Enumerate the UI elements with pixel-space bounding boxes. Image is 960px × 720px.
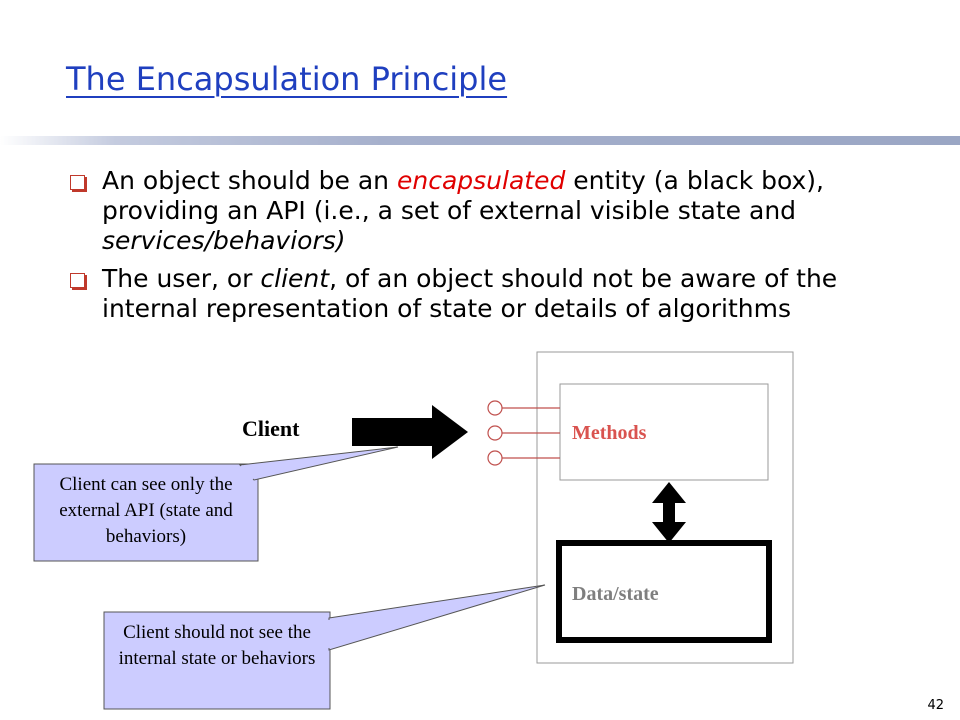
data-state-label: Data/state	[572, 583, 659, 605]
api-interface-icon	[488, 401, 560, 465]
bullet-text-pre: An object should be an	[102, 166, 397, 195]
double-arrow-icon	[652, 482, 686, 543]
bullet-text-pre: The user, or	[102, 264, 261, 293]
callout-api-text: Client can see only the external API (state and behaviors)	[59, 474, 233, 547]
page-number: 42	[927, 698, 944, 713]
callout-internal-text: Client should not see the internal state or behaviors	[118, 622, 316, 669]
client-label: Client	[242, 416, 300, 441]
bullet-text-post: , of an object should not be aware of the internal representation of state or details of algorithms	[102, 264, 838, 323]
bullet-text-post: entity (a black box), providing an API (i.e., a set of external visible state and	[102, 166, 825, 225]
bullet-italic: services/behaviors)	[102, 226, 346, 255]
bullet-italic: client	[260, 264, 330, 293]
slide-title: The Encapsulation Principle	[66, 60, 508, 98]
bullet-highlight: encapsulated	[396, 166, 566, 195]
methods-label: Methods	[572, 422, 647, 444]
